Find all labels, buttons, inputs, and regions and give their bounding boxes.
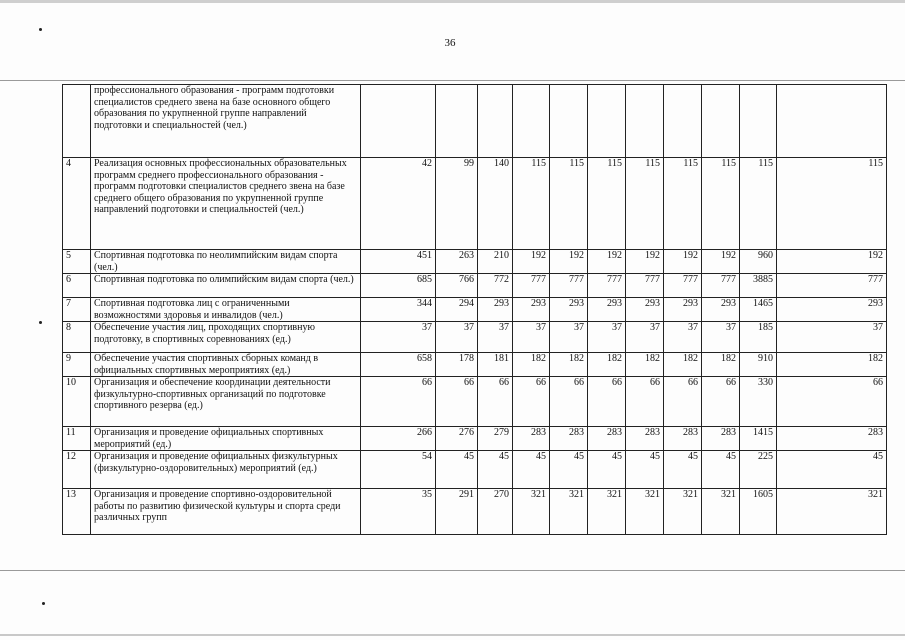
row-number: 12 (63, 451, 91, 489)
value-cell: 3885 (740, 274, 777, 298)
value-cell: 777 (702, 274, 740, 298)
table-row (63, 353, 887, 377)
value-cell: 777 (588, 274, 626, 298)
value-cell: 45 (626, 451, 664, 489)
row-description: Обеспечение участия лиц, проходящих спортивную подготовку, в спортивных соревнованиях (ед.) (91, 322, 361, 353)
value-cell: 283 (550, 427, 588, 451)
row-number: 5 (63, 250, 91, 274)
scan-speck (39, 321, 42, 324)
row-description: Организация и проведение спортивно-оздоровительной работы по развитию физической культуры и спорта среди различных групп (91, 489, 361, 535)
value-cell (777, 85, 887, 158)
value-cell: 66 (664, 377, 702, 427)
value-cell: 766 (436, 274, 478, 298)
value-cell: 293 (702, 298, 740, 322)
value-cell: 293 (777, 298, 887, 322)
value-cell: 37 (777, 322, 887, 353)
row-number: 10 (63, 377, 91, 427)
value-cell: 293 (550, 298, 588, 322)
value-cell (361, 85, 436, 158)
value-cell (550, 85, 588, 158)
value-cell: 45 (436, 451, 478, 489)
table-row (63, 427, 887, 451)
value-cell: 66 (513, 377, 550, 427)
page-top-rule (0, 80, 905, 81)
value-cell: 182 (664, 353, 702, 377)
table-row (63, 85, 887, 158)
value-cell: 1465 (740, 298, 777, 322)
table-row (63, 322, 887, 353)
value-cell: 37 (436, 322, 478, 353)
row-description: Организация и проведение официальных спортивных мероприятий (ед.) (91, 427, 361, 451)
value-cell: 777 (550, 274, 588, 298)
value-cell: 293 (478, 298, 513, 322)
row-number: 9 (63, 353, 91, 377)
row-number: 6 (63, 274, 91, 298)
value-cell: 37 (361, 322, 436, 353)
value-cell: 321 (777, 489, 887, 535)
scan-speck (39, 28, 42, 31)
value-cell: 279 (478, 427, 513, 451)
row-description: Организация и проведение официальных физкультурных (физкультурно-оздоровительных) мероприятий (ед.) (91, 451, 361, 489)
value-cell: 283 (777, 427, 887, 451)
value-cell: 66 (361, 377, 436, 427)
value-cell: 66 (478, 377, 513, 427)
value-cell: 321 (550, 489, 588, 535)
value-cell: 658 (361, 353, 436, 377)
value-cell: 293 (588, 298, 626, 322)
value-cell: 1605 (740, 489, 777, 535)
value-cell: 294 (436, 298, 478, 322)
table-row (63, 489, 887, 535)
value-cell: 283 (513, 427, 550, 451)
scan-bottom-edge (0, 634, 905, 636)
row-description: Спортивная подготовка по неолимпийским видам спорта (чел.) (91, 250, 361, 274)
value-cell: 777 (626, 274, 664, 298)
value-cell: 66 (436, 377, 478, 427)
row-description: Спортивная подготовка по олимпийским видам спорта (чел.) (91, 274, 361, 298)
row-number (63, 85, 91, 158)
value-cell: 330 (740, 377, 777, 427)
value-cell: 192 (550, 250, 588, 274)
value-cell: 45 (777, 451, 887, 489)
value-cell: 37 (513, 322, 550, 353)
value-cell: 321 (664, 489, 702, 535)
value-cell: 344 (361, 298, 436, 322)
value-cell: 685 (361, 274, 436, 298)
value-cell: 37 (702, 322, 740, 353)
value-cell: 37 (664, 322, 702, 353)
scan-top-edge (0, 0, 905, 3)
value-cell: 115 (588, 158, 626, 250)
value-cell: 37 (588, 322, 626, 353)
value-cell: 451 (361, 250, 436, 274)
value-cell: 293 (664, 298, 702, 322)
table-row (63, 250, 887, 274)
value-cell: 178 (436, 353, 478, 377)
row-description: Реализация основных профессиональных образовательных программ среднего профессионального образования - программ подготовки специалистов среднего звена на базе среднего общего образования по укрупненной группе направлений подготовки и специальностей (чел.) (91, 158, 361, 250)
value-cell: 283 (588, 427, 626, 451)
row-number: 4 (63, 158, 91, 250)
row-description: Организация и обеспечение координации деятельности физкультурно-спортивных организаций по подготовке спортивного резерва (ед.) (91, 377, 361, 427)
row-number: 8 (63, 322, 91, 353)
value-cell: 910 (740, 353, 777, 377)
value-cell: 182 (550, 353, 588, 377)
value-cell: 45 (588, 451, 626, 489)
value-cell: 115 (664, 158, 702, 250)
value-cell: 140 (478, 158, 513, 250)
row-description: профессионального образования - программ подготовки специалистов среднего звена на базе основного общего образования по укрупненной группе направлений подготовки и специальностей (чел.) (91, 85, 361, 158)
value-cell: 293 (513, 298, 550, 322)
value-cell (626, 85, 664, 158)
value-cell (478, 85, 513, 158)
value-cell: 115 (777, 158, 887, 250)
row-description: Обеспечение участия спортивных сборных команд в официальных спортивных мероприятиях (ед.) (91, 353, 361, 377)
value-cell: 270 (478, 489, 513, 535)
table-row (63, 451, 887, 489)
row-number: 11 (63, 427, 91, 451)
value-cell: 293 (626, 298, 664, 322)
value-cell: 45 (664, 451, 702, 489)
value-cell: 66 (626, 377, 664, 427)
value-cell (740, 85, 777, 158)
value-cell (702, 85, 740, 158)
value-cell: 115 (550, 158, 588, 250)
value-cell: 182 (777, 353, 887, 377)
value-cell (664, 85, 702, 158)
value-cell: 45 (478, 451, 513, 489)
value-cell: 37 (626, 322, 664, 353)
value-cell: 777 (664, 274, 702, 298)
value-cell: 45 (513, 451, 550, 489)
value-cell: 321 (588, 489, 626, 535)
value-cell: 321 (513, 489, 550, 535)
value-cell: 210 (478, 250, 513, 274)
value-cell: 192 (588, 250, 626, 274)
value-cell: 45 (702, 451, 740, 489)
value-cell (588, 85, 626, 158)
value-cell: 283 (626, 427, 664, 451)
value-cell: 66 (550, 377, 588, 427)
value-cell: 115 (702, 158, 740, 250)
value-cell: 283 (702, 427, 740, 451)
value-cell: 42 (361, 158, 436, 250)
value-cell: 54 (361, 451, 436, 489)
value-cell (513, 85, 550, 158)
table-row (63, 158, 887, 250)
value-cell: 263 (436, 250, 478, 274)
value-cell: 192 (513, 250, 550, 274)
value-cell: 192 (664, 250, 702, 274)
value-cell: 772 (478, 274, 513, 298)
value-cell: 283 (664, 427, 702, 451)
value-cell: 192 (626, 250, 664, 274)
value-cell: 321 (702, 489, 740, 535)
value-cell: 1415 (740, 427, 777, 451)
value-cell (436, 85, 478, 158)
value-cell: 37 (550, 322, 588, 353)
value-cell: 45 (550, 451, 588, 489)
value-cell: 66 (777, 377, 887, 427)
scan-speck (42, 602, 45, 605)
value-cell: 35 (361, 489, 436, 535)
value-cell: 182 (702, 353, 740, 377)
value-cell: 115 (740, 158, 777, 250)
value-cell: 182 (588, 353, 626, 377)
value-cell: 777 (513, 274, 550, 298)
value-cell: 777 (777, 274, 887, 298)
data-table (62, 84, 887, 535)
value-cell: 192 (777, 250, 887, 274)
value-cell: 99 (436, 158, 478, 250)
table-row (63, 377, 887, 427)
value-cell: 276 (436, 427, 478, 451)
value-cell: 321 (626, 489, 664, 535)
value-cell: 291 (436, 489, 478, 535)
table-row (63, 298, 887, 322)
value-cell: 960 (740, 250, 777, 274)
value-cell: 115 (513, 158, 550, 250)
value-cell: 66 (588, 377, 626, 427)
value-cell: 66 (702, 377, 740, 427)
row-number: 7 (63, 298, 91, 322)
page-number: 36 (444, 37, 456, 49)
value-cell: 185 (740, 322, 777, 353)
value-cell: 115 (626, 158, 664, 250)
row-number: 13 (63, 489, 91, 535)
value-cell: 181 (478, 353, 513, 377)
row-description: Спортивная подготовка лиц с ограниченными возможностями здоровья и инвалидов (чел.) (91, 298, 361, 322)
value-cell: 192 (702, 250, 740, 274)
value-cell: 266 (361, 427, 436, 451)
value-cell: 37 (478, 322, 513, 353)
page-bottom-rule (0, 570, 905, 571)
value-cell: 182 (513, 353, 550, 377)
table-body (63, 85, 887, 535)
table-row (63, 274, 887, 298)
value-cell: 182 (626, 353, 664, 377)
value-cell: 225 (740, 451, 777, 489)
